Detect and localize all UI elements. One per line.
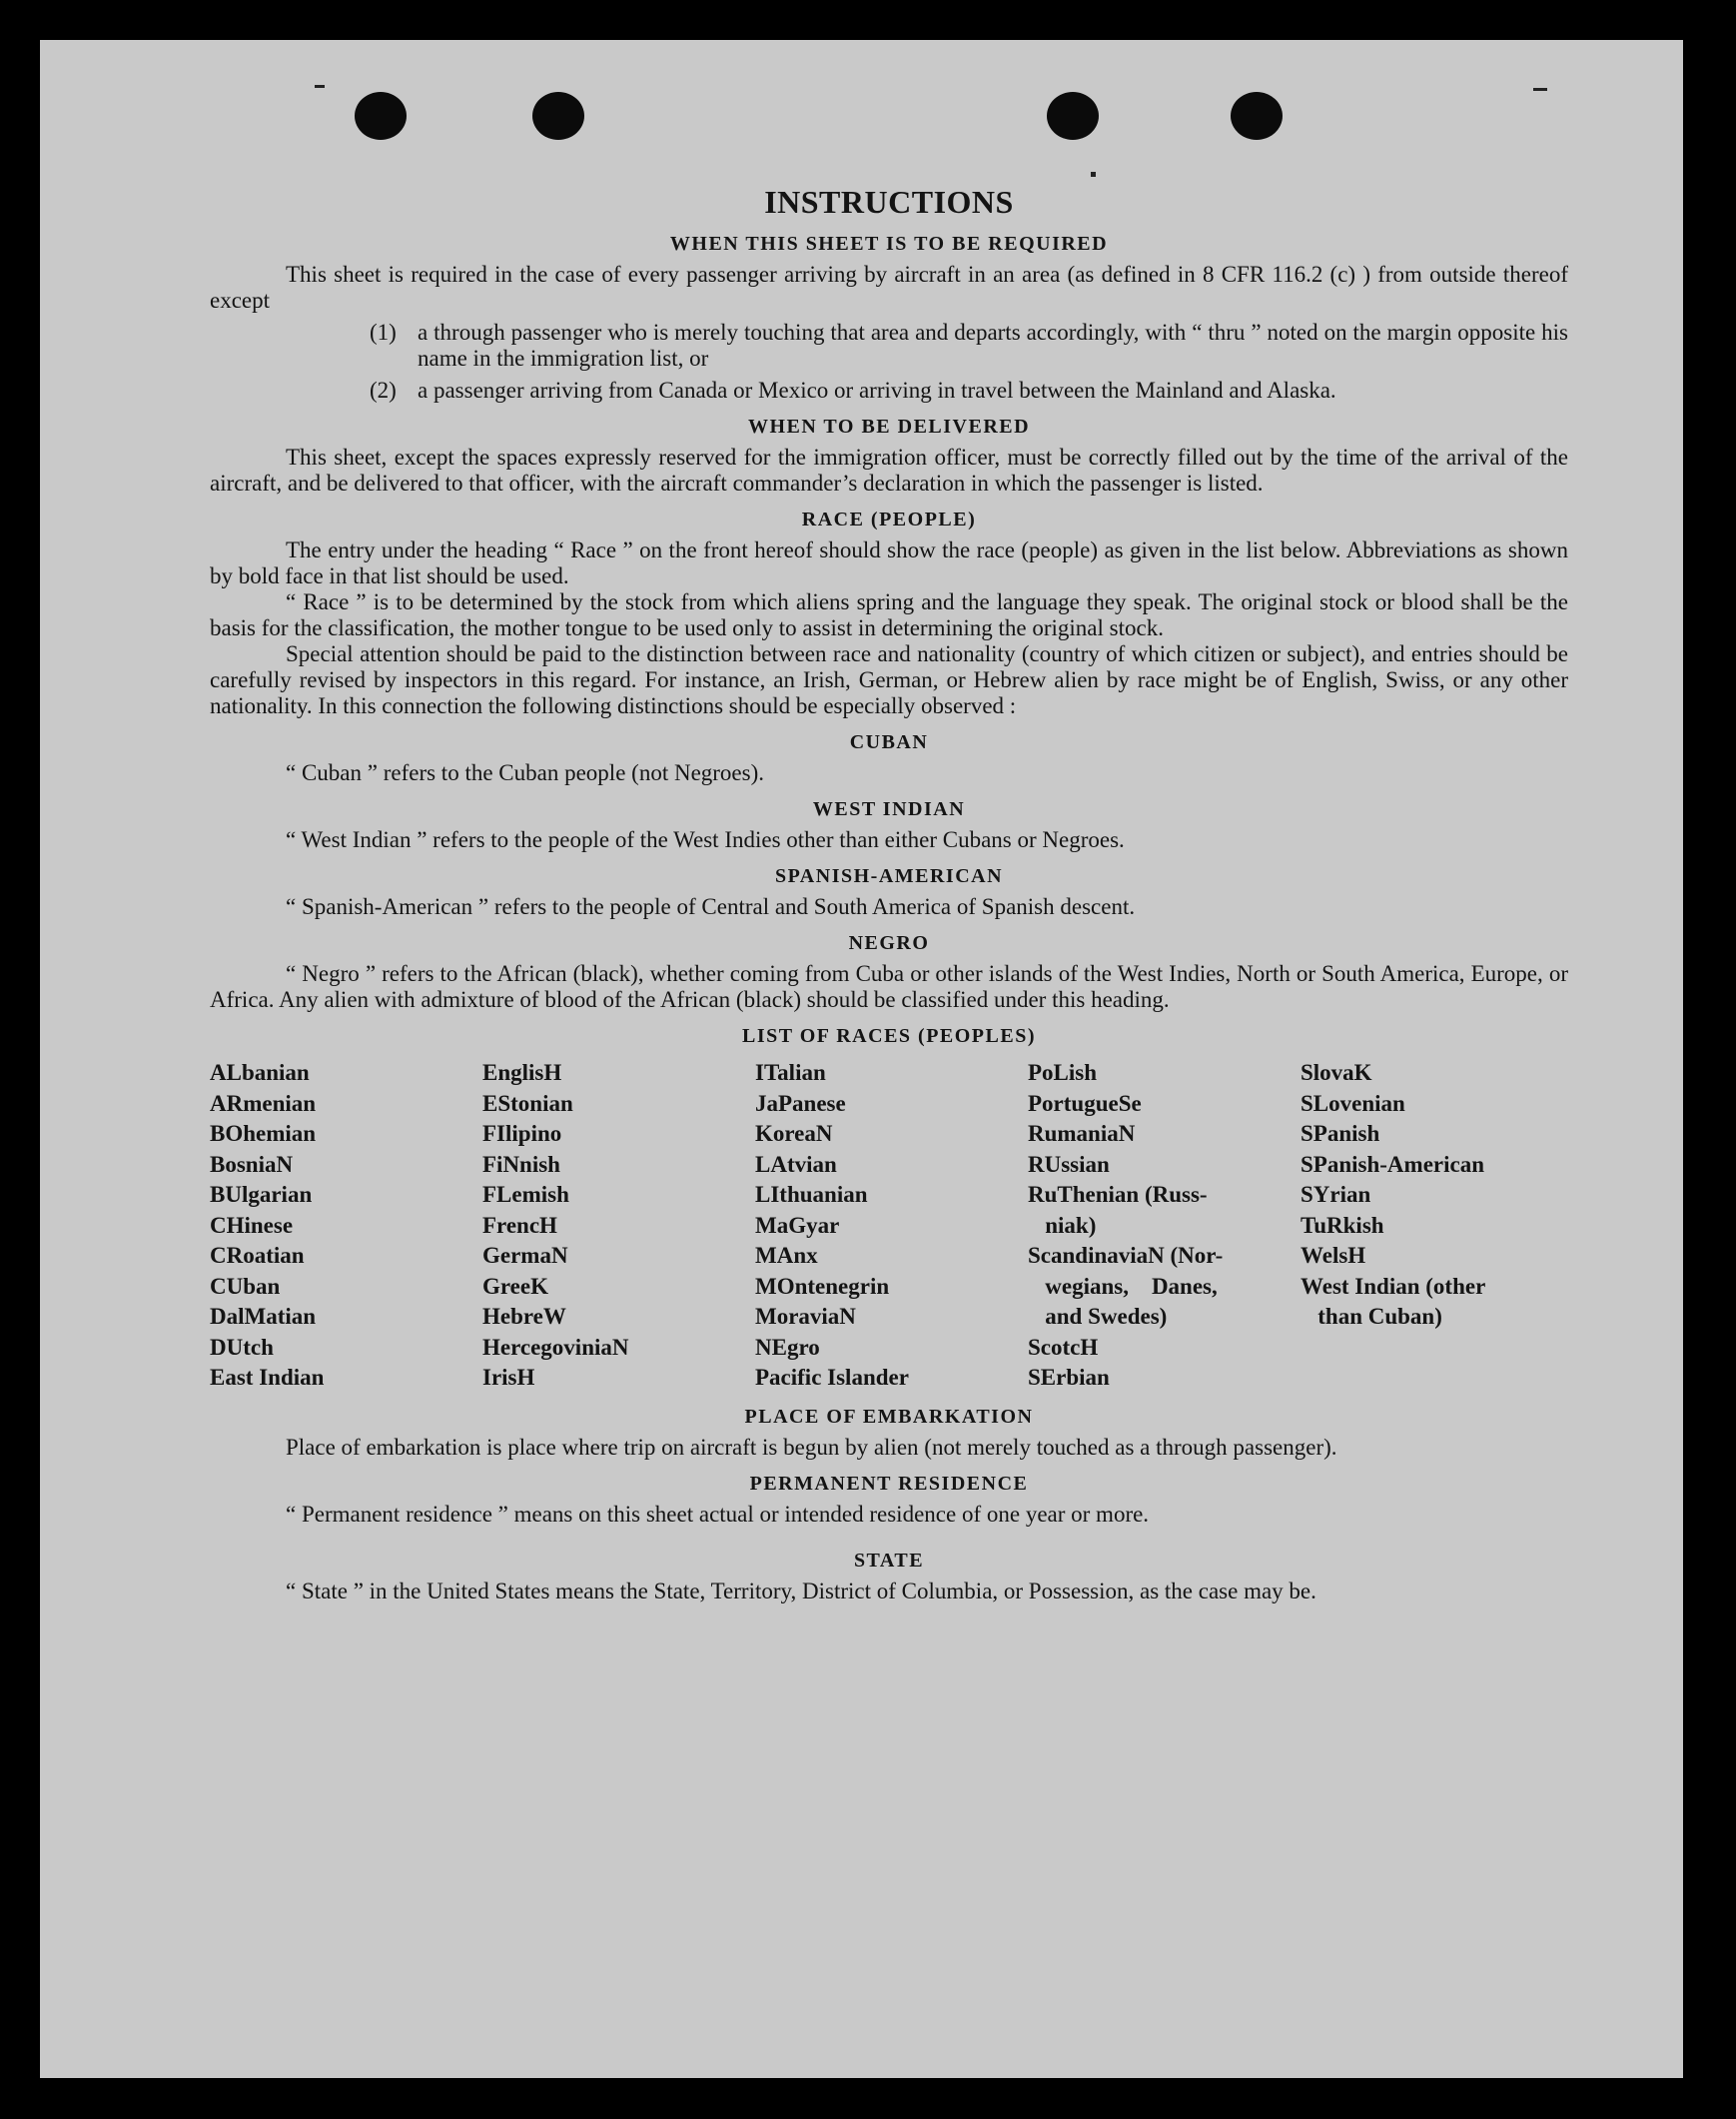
item-number: (2) <box>370 378 397 403</box>
race-entry: HebreW <box>482 1304 566 1329</box>
heading-cuban: CUBAN <box>849 731 929 753</box>
race-entry: RumaniaN <box>1028 1121 1136 1146</box>
race-entry: ALbanian <box>210 1060 310 1085</box>
exception-item <box>210 378 1568 404</box>
when-delivered-text: This sheet, except the spaces expressly reserved for the immigration officer, must be correctly filled out by the time of the arrival of the aircraft, and be delivered to that officer, with the aircraft commander’s declaration in which the passenger is listed. <box>210 445 1568 496</box>
cuban-text: “ Cuban ” refers to the Cuban people (not Negroes). <box>286 760 765 785</box>
race-entry: NEgro <box>755 1334 820 1360</box>
races-column <box>1028 1058 1301 1394</box>
race-entry: DalMatian <box>210 1304 317 1329</box>
race-entry: ScotcH <box>1028 1334 1099 1360</box>
race-entry: SlovaK <box>1301 1060 1372 1085</box>
race-entry: KoreaN <box>755 1121 833 1146</box>
race-paragraph: Special attention should be paid to the distinction between race and nationality (country of which citizen or subject), and entries should be carefully revised by inspectors in this regard. For instance, an Irish, German, or Hebrew alien by race might be of English, Swiss, or any other nationality. In this connection the following distinctions should be especially observed : <box>210 641 1568 718</box>
race-entry: CHinese <box>210 1212 294 1238</box>
race-entry: FiNnish <box>482 1151 560 1177</box>
race-entry: PoLish <box>1028 1060 1098 1085</box>
permanent-residence-text: “ Permanent residence ” means on this sheet actual or intended residence of one year or more. <box>286 1501 1150 1527</box>
heading-west-indian: WEST INDIAN <box>812 798 966 820</box>
race-entry: ScandinaviaN (Nor- <box>1028 1243 1224 1268</box>
embarkation-text: Place of embarkation is place where trip on aircraft is begun by alien (not merely touched as a through passenger). <box>286 1434 1337 1460</box>
west-indian-text: “ West Indian ” refers to the people of the West Indies other than either Cubans or Negroes. <box>286 827 1125 852</box>
state-text: “ State ” in the United States means the State, Territory, District of Columbia, or Possession, as the case may be. <box>286 1578 1316 1603</box>
race-entry: GermaN <box>482 1243 568 1268</box>
race-entry: SErbian <box>1028 1365 1110 1390</box>
heading-embarkation: PLACE OF EMBARKATION <box>744 1405 1034 1428</box>
race-entry: CUban <box>210 1273 281 1299</box>
race-entry: SPanish-American <box>1301 1151 1484 1177</box>
race-entry: niak) <box>1028 1212 1097 1238</box>
punch-hole <box>355 92 407 140</box>
race-entry: PortugueSe <box>1028 1090 1142 1116</box>
race-entry: WelsH <box>1301 1243 1366 1268</box>
spanish-american-text: “ Spanish-American ” refers to the people of Central and South America of Spanish descent. <box>286 894 1136 919</box>
race-entry: Pacific Islander <box>755 1365 909 1390</box>
races-list <box>210 1058 1568 1394</box>
race-entry: CRoatian <box>210 1243 305 1268</box>
race-entry: SPanish <box>1301 1121 1380 1146</box>
specks <box>1091 172 1096 177</box>
when-required-intro: This sheet is required in the case of every passenger arriving by aircraft in an area (as defined in 8 CFR 116.2 (c) ) from outside thereof except <box>210 262 1568 313</box>
punch-hole <box>1231 92 1283 140</box>
race-entry: MoraviaN <box>755 1304 856 1329</box>
race-entry: FLemish <box>482 1182 569 1207</box>
race-entry: MaGyar <box>755 1212 840 1238</box>
heading-state: STATE <box>853 1549 925 1572</box>
punch-hole <box>1047 92 1099 140</box>
race-entry: EStonian <box>482 1090 573 1116</box>
races-column <box>482 1058 755 1394</box>
race-entry: HercegoviniaN <box>482 1334 629 1360</box>
race-entry: SLovenian <box>1301 1090 1405 1116</box>
race-paragraph: “ Race ” is to be determined by the stock from which aliens spring and the language they speak. The original stock or blood shall be the basis for the classification, the mother tongue to be used only to assist in determining the original stock. <box>210 589 1568 640</box>
race-entry: RUssian <box>1028 1151 1110 1177</box>
race-entry: SYrian <box>1301 1182 1371 1207</box>
item-text: a through passenger who is merely touching that area and departs accordingly, with “ thru ” noted on the margin opposite his name in the immigration list, or <box>418 320 1568 371</box>
heading-spanish-american: SPANISH-AMERICAN <box>774 865 1004 887</box>
heading-when-delivered: WHEN TO BE DELIVERED <box>747 416 1031 438</box>
heading-when-required: WHEN THIS SHEET IS TO BE REQUIRED <box>669 233 1109 255</box>
race-entry: ITalian <box>755 1060 826 1085</box>
item-number: (1) <box>370 320 397 345</box>
item-text: a passenger arriving from Canada or Mexico or arriving in travel between the Mainland and Alaska. <box>418 378 1336 403</box>
race-entry: TuRkish <box>1301 1212 1384 1238</box>
races-column <box>210 1058 482 1394</box>
race-entry: BOhemian <box>210 1121 317 1146</box>
specks <box>1533 88 1547 91</box>
race-entry: wegians, Danes, <box>1028 1273 1218 1299</box>
race-entry: DUtch <box>210 1334 274 1360</box>
race-entry: East Indian <box>210 1365 325 1390</box>
heading-negro: NEGRO <box>848 932 930 954</box>
document-sheet <box>40 40 1683 2078</box>
race-entry: IrisH <box>482 1365 535 1390</box>
specks <box>315 85 325 88</box>
race-entry: RuThenian (Russ- <box>1028 1182 1208 1207</box>
exception-item <box>210 320 1568 372</box>
heading-race: RACE (PEOPLE) <box>801 509 977 530</box>
race-entry: MAnx <box>755 1243 818 1268</box>
race-entry: JaPanese <box>755 1090 846 1116</box>
instructions-content <box>210 184 1568 1604</box>
race-entry: FIlipino <box>482 1121 562 1146</box>
race-entry: GreeK <box>482 1273 548 1299</box>
race-entry: and Swedes) <box>1028 1304 1168 1329</box>
race-entry: MOntenegrin <box>755 1273 890 1299</box>
heading-list-of-races: LIST OF RACES (PEOPLES) <box>741 1025 1036 1047</box>
heading-permanent-residence: PERMANENT RESIDENCE <box>749 1472 1029 1495</box>
page-title: INSTRUCTIONS <box>764 184 1014 220</box>
race-entry: LIthuanian <box>755 1182 868 1207</box>
punch-hole <box>532 92 584 140</box>
race-entry: ARmenian <box>210 1090 317 1116</box>
races-column <box>755 1058 1028 1394</box>
race-entry: EnglisH <box>482 1060 562 1085</box>
race-entry: FrencH <box>482 1212 557 1238</box>
race-entry: West Indian (other <box>1301 1273 1486 1299</box>
negro-text: “ Negro ” refers to the African (black), whether coming from Cuba or other islands of the West Indies, North or South America, Europe, or Africa. Any alien with admixture of blood of the African (black) should be classified under this heading. <box>210 961 1568 1012</box>
races-column <box>1301 1058 1568 1394</box>
race-entry: LAtvian <box>755 1151 837 1177</box>
race-entry: BosniaN <box>210 1151 294 1177</box>
race-entry: BUlgarian <box>210 1182 313 1207</box>
race-entry: than Cuban) <box>1301 1304 1442 1329</box>
race-paragraph: The entry under the heading “ Race ” on the front hereof should show the race (people) as given in the list below. Abbreviations as shown by bold face in that list should be used. <box>210 537 1568 588</box>
